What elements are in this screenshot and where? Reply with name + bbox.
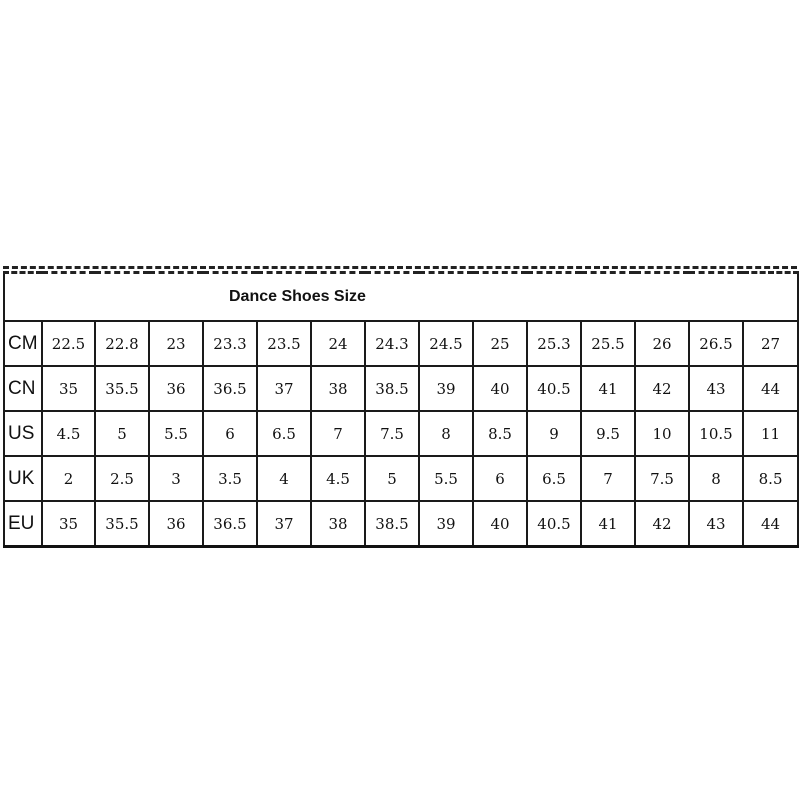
- size-cell: 40.5: [527, 366, 581, 411]
- size-cell: 2: [42, 456, 95, 501]
- size-cell: 10.5: [689, 411, 743, 456]
- size-cell: 23.3: [203, 321, 257, 366]
- size-cell: 36.5: [203, 501, 257, 547]
- size-cell: 44: [743, 366, 798, 411]
- title-row: [4, 273, 798, 322]
- size-cell: 38.5: [365, 501, 419, 547]
- size-cell: 9: [527, 411, 581, 456]
- size-cell: 38: [311, 366, 365, 411]
- table-body: [4, 273, 798, 547]
- size-cell: 22.8: [95, 321, 149, 366]
- size-cell: 36.5: [203, 366, 257, 411]
- table-row-uk: [4, 456, 798, 501]
- row-label: CN: [4, 366, 42, 411]
- size-cell: 26.5: [689, 321, 743, 366]
- size-cell: 8.5: [473, 411, 527, 456]
- size-cell: 42: [635, 501, 689, 547]
- size-cell: 39: [419, 366, 473, 411]
- size-cell: 5.5: [419, 456, 473, 501]
- size-cell: 7.5: [635, 456, 689, 501]
- size-cell: 7: [311, 411, 365, 456]
- size-cell: 26: [635, 321, 689, 366]
- size-cell: 40: [473, 501, 527, 547]
- table-row-eu: [4, 501, 798, 547]
- size-cell: 5: [365, 456, 419, 501]
- size-cell: 35: [42, 366, 95, 411]
- table-row-us: [4, 411, 798, 456]
- size-cell: 6.5: [257, 411, 311, 456]
- size-cell: 4: [257, 456, 311, 501]
- size-cell: 23.5: [257, 321, 311, 366]
- size-cell: 23: [149, 321, 203, 366]
- size-cell: 7: [581, 456, 635, 501]
- table-row-cn: [4, 366, 798, 411]
- size-cell: 43: [689, 501, 743, 547]
- size-cell: 25.3: [527, 321, 581, 366]
- size-cell: 4.5: [311, 456, 365, 501]
- size-cell: 36: [149, 501, 203, 547]
- size-cell: 24.3: [365, 321, 419, 366]
- row-label: CM: [4, 321, 42, 366]
- size-cell: 4.5: [42, 411, 95, 456]
- size-cell: 8.5: [743, 456, 798, 501]
- size-cell: 35: [42, 501, 95, 547]
- size-cell: 25: [473, 321, 527, 366]
- size-cell: 24.5: [419, 321, 473, 366]
- size-cell: 6.5: [527, 456, 581, 501]
- size-cell: 9.5: [581, 411, 635, 456]
- size-cell: 36: [149, 366, 203, 411]
- size-chart: [3, 266, 797, 548]
- size-cell: 38.5: [365, 366, 419, 411]
- size-cell: 5.5: [149, 411, 203, 456]
- size-cell: 8: [419, 411, 473, 456]
- size-cell: 37: [257, 366, 311, 411]
- size-cell: 3.5: [203, 456, 257, 501]
- size-cell: 40.5: [527, 501, 581, 547]
- size-cell: 3: [149, 456, 203, 501]
- size-cell: 27: [743, 321, 798, 366]
- size-cell: 24: [311, 321, 365, 366]
- size-cell: 6: [473, 456, 527, 501]
- row-label: US: [4, 411, 42, 456]
- size-cell: 40: [473, 366, 527, 411]
- size-cell: 41: [581, 501, 635, 547]
- size-cell: 25.5: [581, 321, 635, 366]
- size-cell: 8: [689, 456, 743, 501]
- size-cell: 7.5: [365, 411, 419, 456]
- size-cell: 2.5: [95, 456, 149, 501]
- size-cell: 44: [743, 501, 798, 547]
- size-cell: 10: [635, 411, 689, 456]
- size-cell: 41: [581, 366, 635, 411]
- size-cell: 39: [419, 501, 473, 547]
- size-cell: 6: [203, 411, 257, 456]
- size-cell: 35.5: [95, 501, 149, 547]
- size-cell: 42: [635, 366, 689, 411]
- size-cell: 11: [743, 411, 798, 456]
- size-cell: 35.5: [95, 366, 149, 411]
- row-label: EU: [4, 501, 42, 547]
- row-label: UK: [4, 456, 42, 501]
- size-cell: 43: [689, 366, 743, 411]
- top-border-rule: [3, 266, 797, 269]
- table-row-cm: [4, 321, 798, 366]
- table-title: Dance Shoes Size: [4, 273, 798, 322]
- size-cell: 5: [95, 411, 149, 456]
- size-cell: 22.5: [42, 321, 95, 366]
- size-cell: 37: [257, 501, 311, 547]
- size-table: [3, 271, 799, 548]
- size-cell: 38: [311, 501, 365, 547]
